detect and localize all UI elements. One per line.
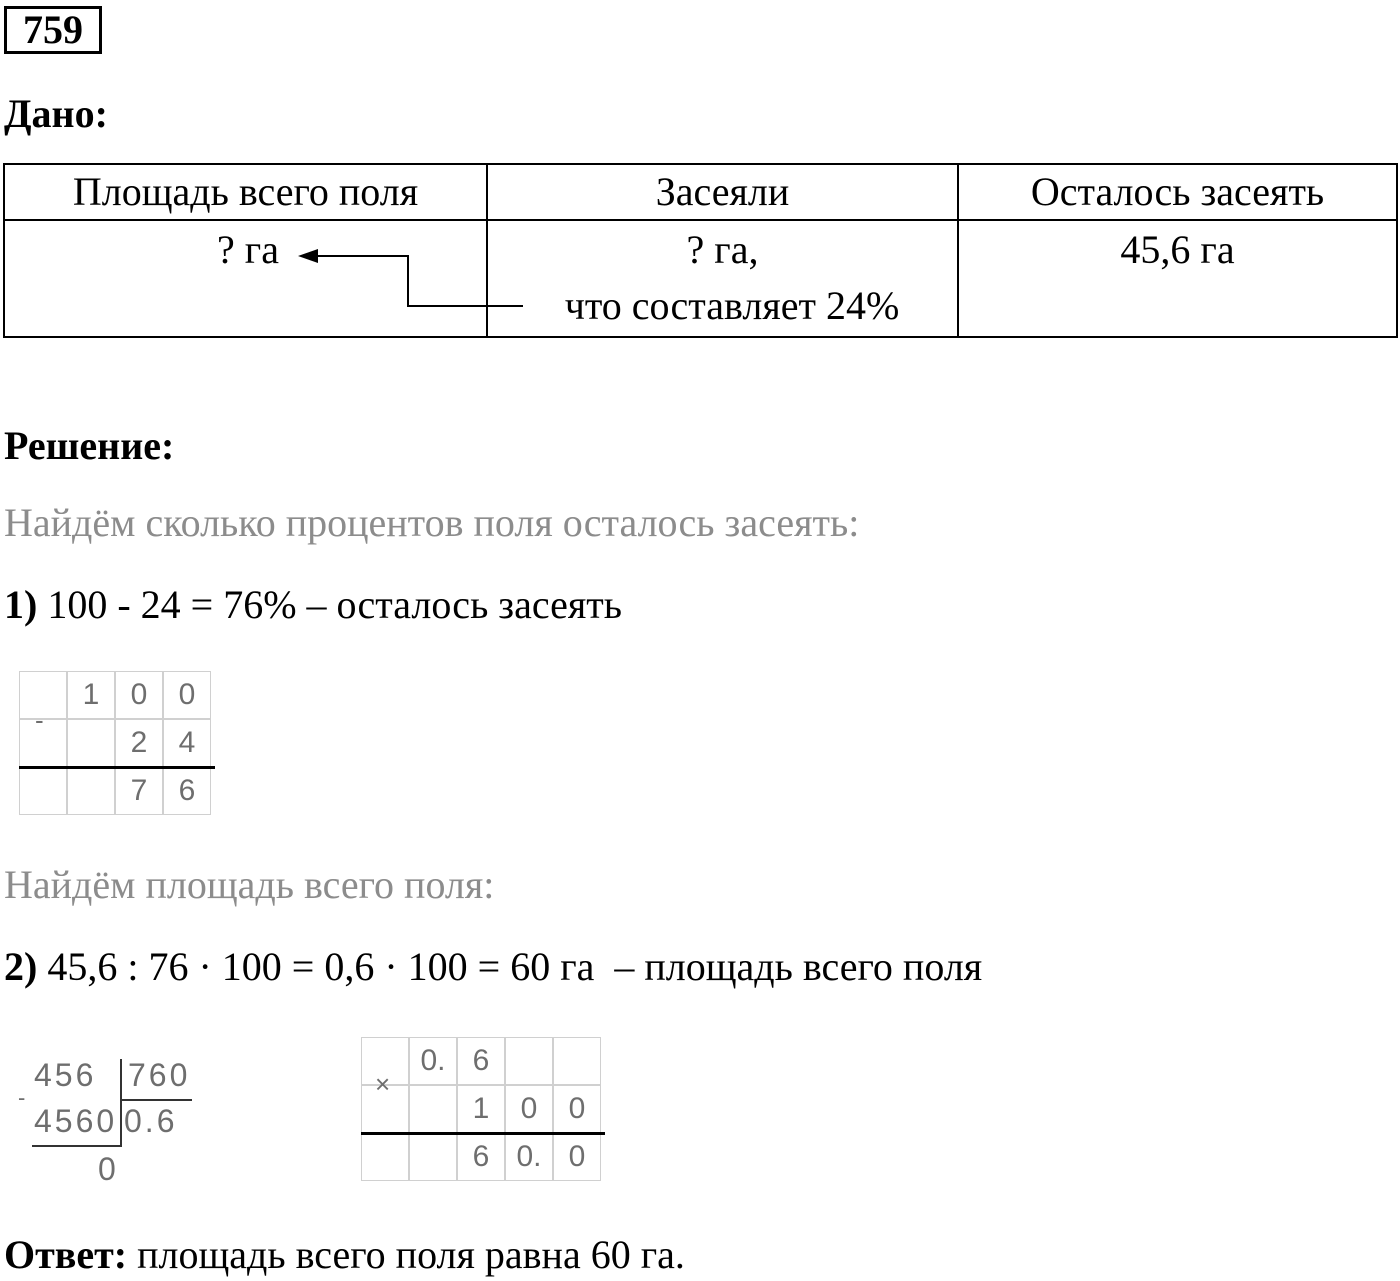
quotient: 0.6 <box>124 1103 178 1139</box>
grid-cell: 1 <box>457 1085 505 1133</box>
grid-cell <box>409 1085 457 1133</box>
divisor-underline <box>120 1099 192 1101</box>
grid-cell <box>67 719 115 767</box>
grid-cell: 0 <box>505 1085 553 1133</box>
long-division <box>14 1055 214 1190</box>
table-header-divider <box>3 219 1398 221</box>
grid-cell <box>409 1133 457 1181</box>
hint-1: Найдём сколько процентов поля осталось засеять: <box>4 500 860 545</box>
table-border-top <box>3 163 1398 165</box>
answer-text: площадь всего поля равна 60 га. <box>127 1232 685 1277</box>
answer <box>4 1232 685 1278</box>
division-vertical-line <box>120 1059 122 1147</box>
given-table <box>3 163 1398 338</box>
grid-cell: 1 <box>67 671 115 719</box>
hint-2: Найдём площадь всего поля: <box>4 862 495 907</box>
answer-label: Ответ: <box>4 1232 128 1277</box>
given-heading: Дано: <box>4 91 108 136</box>
grid-cell <box>19 767 67 815</box>
step-1-text: 100 - 24 = 76% – осталось засеять <box>47 582 622 627</box>
grid-cell <box>361 1133 409 1181</box>
step-2-number: 2) <box>4 944 38 989</box>
division-minus-sign: - <box>18 1085 29 1110</box>
task-number: 759 <box>4 6 102 54</box>
total-area-value: ? га <box>217 227 279 272</box>
grid-cell: 7 <box>115 767 163 815</box>
multiplication-grid <box>361 1037 607 1185</box>
grid-cell: 6 <box>457 1037 505 1085</box>
header-total-area: Площадь всего поля <box>72 169 419 214</box>
sown-percent: что составляет 24% <box>564 283 900 328</box>
grid-cell: 0 <box>163 671 211 719</box>
grid-cell <box>553 1037 601 1085</box>
grid-cell: 0 <box>553 1085 601 1133</box>
result-line <box>361 1132 605 1135</box>
minus-sign: - <box>35 705 44 735</box>
grid-cell: 0. <box>505 1133 553 1181</box>
subtrahend: 4560 <box>34 1103 118 1139</box>
step-1-number: 1) <box>4 582 38 627</box>
grid-cell <box>67 767 115 815</box>
grid-cell: 0 <box>115 671 163 719</box>
step-2 <box>4 944 982 990</box>
remaining-value: 45,6 га <box>1120 227 1235 272</box>
step-2-text: 45,6 : 76 · 100 = 0,6 · 100 = 60 га – площадь всего поля <box>47 944 983 989</box>
grid-cell: 2 <box>115 719 163 767</box>
table-border-right <box>1396 163 1398 338</box>
solution-heading: Решение: <box>4 423 175 468</box>
connector-arrow <box>283 243 533 313</box>
dividend: 456 <box>34 1057 97 1093</box>
header-remaining: Осталось засеять <box>1030 169 1325 214</box>
result-line <box>19 766 215 769</box>
sown-value: ? га, <box>686 227 759 272</box>
grid-cell: 4 <box>163 719 211 767</box>
divisor: 760 <box>128 1057 191 1093</box>
subtraction-grid <box>19 671 217 819</box>
grid-cell: 6 <box>163 767 211 815</box>
step-1 <box>4 582 622 628</box>
grid-cell: 0. <box>409 1037 457 1085</box>
subtrahend-underline <box>32 1145 122 1147</box>
remainder: 0 <box>98 1151 119 1187</box>
grid-cell: 0 <box>553 1133 601 1181</box>
multiply-sign: × <box>375 1069 391 1099</box>
table-border-bottom <box>3 336 1398 338</box>
grid-cell: 6 <box>457 1133 505 1181</box>
header-sown: Засеяли <box>655 169 790 214</box>
grid-cell <box>505 1037 553 1085</box>
